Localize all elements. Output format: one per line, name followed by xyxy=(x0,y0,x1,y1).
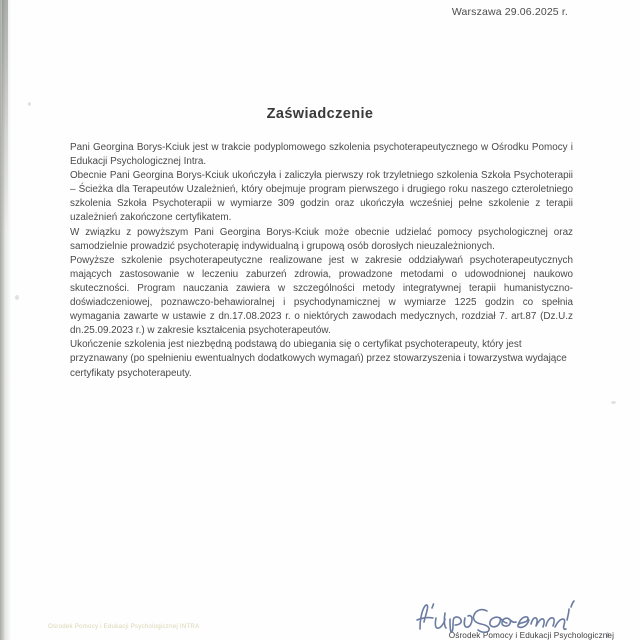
scan-speck xyxy=(611,401,616,404)
body-paragraph-1: Pani Georgina Borys-Kciuk jest w trakcie podyplomowego szkolenia psychoterapeutycznego w Ośrodku Pomocy i Edukacji Psychologicznej Intra. xyxy=(70,142,573,168)
scan-speck xyxy=(15,295,19,300)
body-paragraph-5: Ukończenie szkolenia jest niezbędną podstawą do ubiegania się o certyfikat psychoterapeuty, który jest przyznawany (po spełnieniu ewentualnych dodatkowych wymagań) przez stowarzyszenia i towarzystwa wydające certyfikaty psychoterapeuty. xyxy=(70,339,567,379)
footer-organization-watermark: Ośrodek Pomocy i Edukacji Psychologicznej INTRA xyxy=(48,623,200,630)
body-paragraph-3: W związku z powyższym Pani Georgina Borys-Kciuk może obecnie udzielać pomocy psychologicznej oraz samodzielnie prowadzić psychoterapię indywidualną i grupową osób dorosłych nieuzależnionych. xyxy=(70,226,573,252)
body-paragraph-4: Powyższe szkolenie psychoterapeutyczne realizowane jest w zakresie oddziaływań psychoterapeutycznych mających zastosowanie w leczeniu zaburzeń zdrowia, prowadzone metodami o udowodnionej naukowo skuteczności. Program nauczania zawiera w szczególności metody integratywnej terapii humanistyczno-doświadczeniowej, poznawczo-behawioralnej i psychodynamicznej w wymiarze 1225 godzin co spełnia wymagania zawarte w ustawie z dn.17.08.2023 r. o niektórych zawodach medycznych, rozdział 7. art.87 (Dz.U.z dn.25.09.2023 r.) w zakresie kształcenia psychoterapeutów. xyxy=(70,254,573,337)
signature-block xyxy=(372,599,622,640)
body-paragraph-2: Obecnie Pani Georgina Borys-Kciuk ukończyła i zaliczyła pierwszy rok trzyletniego szkolenia Szkoła Psychoterapii – Ścieżka dla Terapeutów Uzależnień, który obejmuje program pierwszego i drugiego roku naszego czteroletniego szkolenia Szkoła Psychoterapii w wymiarze 309 godzin oraz ukończyła wcześniej pełne szkolenie z terapii uzależnień zakończone certyfikatem. xyxy=(70,170,573,224)
handwritten-signature-icon xyxy=(372,599,622,633)
document-date-line: Warszawa 29.06.2025 r. xyxy=(451,6,568,18)
signature-caption: Ośrodek Pomocy i Edukacji Psychologicznej xyxy=(448,631,614,640)
document-title: Zaświadczenie xyxy=(266,105,374,122)
document-body xyxy=(70,141,573,381)
